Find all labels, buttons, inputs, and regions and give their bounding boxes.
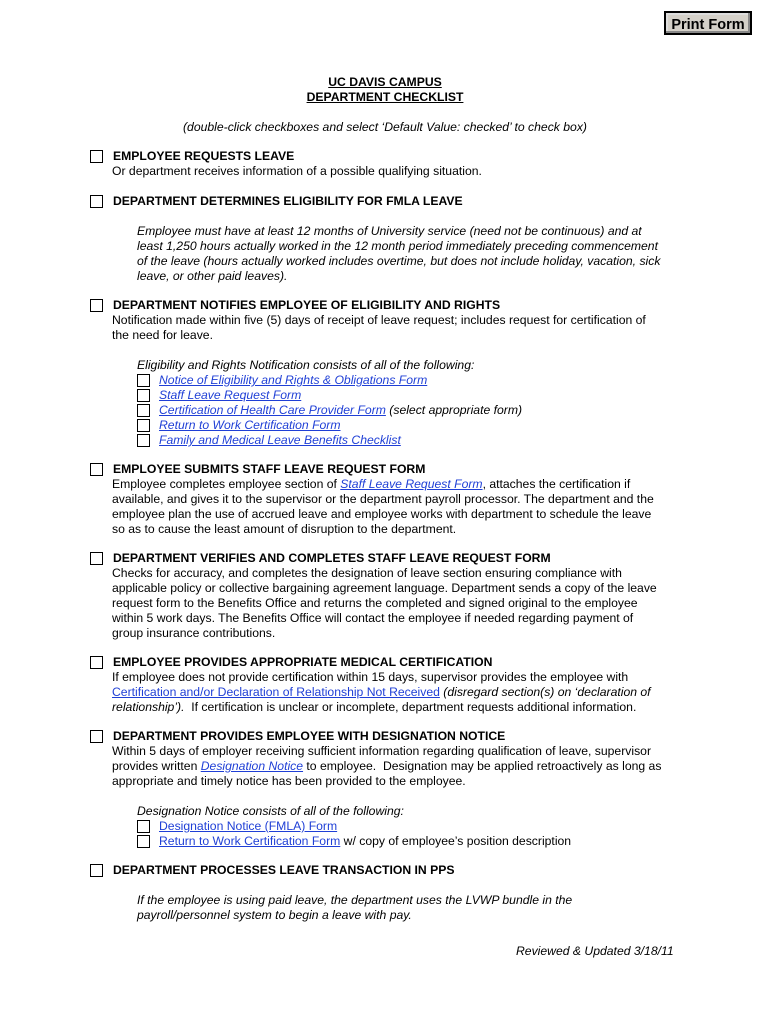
text-line: group insurance contributions. bbox=[112, 626, 276, 640]
section-body bbox=[112, 477, 690, 537]
staff-leave-request-link[interactable]: Staff Leave Request Form bbox=[340, 477, 483, 491]
text-line: of the leave (hours actually worked includes overtime, but does not include holiday, vacation, sick bbox=[137, 254, 661, 268]
form-link[interactable]: Return to Work Certification Form bbox=[159, 418, 341, 432]
form-item bbox=[137, 403, 690, 418]
form-item bbox=[137, 819, 690, 834]
section-designation-notice bbox=[90, 729, 690, 849]
checkbox-processes-transaction[interactable] bbox=[90, 864, 103, 877]
text-run: , attaches the certification if bbox=[482, 477, 631, 491]
text-line: payroll/personnel system to begin a leave with pay. bbox=[137, 908, 412, 922]
text-line: Employee must have at least 12 months of University service (need not be continuous) and at bbox=[137, 224, 642, 238]
text-line: applicable policy or collective bargaining agreement language. Department sends a copy of the leave bbox=[112, 581, 657, 595]
section-body: Or department receives information of a possible qualifying situation. bbox=[112, 164, 482, 178]
section-body bbox=[137, 893, 690, 923]
form-item bbox=[137, 373, 690, 388]
checkbox-form[interactable] bbox=[137, 419, 150, 432]
section-employee-requests-leave bbox=[90, 149, 690, 179]
text-run: If certification is unclear or incomplete, department requests additional information. bbox=[184, 700, 637, 714]
text-run: provides written bbox=[112, 759, 201, 773]
checkbox-submits-request[interactable] bbox=[90, 463, 103, 476]
print-form-button[interactable]: Print Form bbox=[664, 11, 752, 35]
text-line bbox=[112, 759, 690, 774]
text-line: so as to cause the least amount of disruption to the department. bbox=[112, 522, 457, 536]
text-line: within 5 work days. The Benefits Office will contact the employee if needed regarding payment of bbox=[112, 611, 634, 625]
checkbox-verifies-completes[interactable] bbox=[90, 552, 103, 565]
section-body bbox=[112, 744, 690, 789]
section-heading: EMPLOYEE PROVIDES APPROPRIATE MEDICAL CERTIFICATION bbox=[113, 655, 493, 669]
section-body bbox=[112, 670, 690, 715]
section-processes-transaction bbox=[90, 863, 690, 923]
text-line bbox=[112, 685, 690, 700]
section-heading: DEPARTMENT PROVIDES EMPLOYEE WITH DESIGNATION NOTICE bbox=[113, 729, 506, 743]
form-item bbox=[137, 388, 690, 403]
form-link[interactable]: Certification of Health Care Provider Form bbox=[159, 403, 386, 417]
designation-notice-link[interactable]: Designation Notice bbox=[200, 759, 304, 773]
form-suffix: w/ copy of employee’s position description bbox=[340, 834, 572, 848]
checkbox-form[interactable] bbox=[137, 389, 150, 402]
form-item bbox=[137, 418, 690, 433]
checkbox-form[interactable] bbox=[137, 434, 150, 447]
text-line: Within 5 days of employer receiving sufficient information regarding qualification of leave, supervisor bbox=[112, 744, 652, 758]
text-run: Employee completes employee section of bbox=[112, 477, 341, 491]
section-body bbox=[112, 566, 690, 641]
page-title-campus: UC DAVIS CAMPUS bbox=[328, 75, 442, 89]
forms-intro: Eligibility and Rights Notification consists of all of the following: bbox=[137, 358, 475, 372]
section-determines-eligibility bbox=[90, 194, 690, 284]
checkbox-designation-notice[interactable] bbox=[90, 730, 103, 743]
form-item bbox=[137, 433, 690, 448]
forms-intro: Designation Notice consists of all of the following: bbox=[137, 804, 404, 818]
form-link[interactable]: Return to Work Certification Form bbox=[159, 834, 341, 848]
reviewed-date: Reviewed & Updated 3/18/11 bbox=[516, 944, 674, 958]
checkbox-notifies-employee[interactable] bbox=[90, 299, 103, 312]
checkbox-determines-eligibility[interactable] bbox=[90, 195, 103, 208]
checkbox-form[interactable] bbox=[137, 374, 150, 387]
text-line: Checks for accuracy, and completes the designation of leave section ensuring compliance with bbox=[112, 566, 622, 580]
section-verifies-completes bbox=[90, 551, 690, 641]
form-link[interactable]: Designation Notice (FMLA) Form bbox=[159, 819, 338, 833]
form-item bbox=[137, 834, 690, 849]
form-link[interactable]: Notice of Eligibility and Rights & Obligations Form bbox=[159, 373, 428, 387]
checkbox-form[interactable] bbox=[137, 820, 150, 833]
designation-forms bbox=[137, 804, 690, 849]
section-heading: EMPLOYEE SUBMITS STAFF LEAVE REQUEST FORM bbox=[113, 462, 426, 476]
certification-not-received-link[interactable]: Certification and/or Declaration of Relationship Not Received bbox=[112, 685, 440, 699]
section-heading: DEPARTMENT DETERMINES ELIGIBILITY FOR FMLA LEAVE bbox=[113, 194, 463, 208]
section-heading: EMPLOYEE REQUESTS LEAVE bbox=[113, 149, 295, 163]
section-notifies-employee bbox=[90, 298, 690, 448]
form-link[interactable]: Family and Medical Leave Benefits Checklist bbox=[159, 433, 401, 447]
section-medical-certification bbox=[90, 655, 690, 715]
text-run: (disregard section(s) on ‘declaration of bbox=[439, 685, 651, 699]
checkbox-form[interactable] bbox=[137, 404, 150, 417]
text-line bbox=[112, 477, 690, 492]
text-line: Notification made within five (5) days of receipt of leave request; includes request for certification of bbox=[112, 313, 646, 327]
text-line: request form to the Benefits Office and returns the completed and signed original to the employee bbox=[112, 596, 638, 610]
text-line bbox=[112, 700, 690, 715]
text-run: to employee. Designation may be applied retroactively as long as bbox=[303, 759, 662, 773]
checkbox-form[interactable] bbox=[137, 835, 150, 848]
section-heading: DEPARTMENT NOTIFIES EMPLOYEE OF ELIGIBILITY AND RIGHTS bbox=[113, 298, 501, 312]
checkbox-employee-requests-leave[interactable] bbox=[90, 150, 103, 163]
form-suffix: (select appropriate form) bbox=[385, 403, 523, 417]
text-line: leave, or other paid leaves). bbox=[137, 269, 288, 283]
eligibility-text bbox=[137, 224, 690, 284]
text-line: employee plan the use of accrued leave and employee works with department to schedule the leave bbox=[112, 507, 652, 521]
section-heading: DEPARTMENT PROCESSES LEAVE TRANSACTION IN PPS bbox=[113, 863, 455, 877]
section-submits-request bbox=[90, 462, 690, 537]
text-line: If employee does not provide certification within 15 days, supervisor provides the employee with bbox=[112, 670, 629, 684]
page-title-checklist: DEPARTMENT CHECKLIST bbox=[306, 90, 464, 104]
form-link[interactable]: Staff Leave Request Form bbox=[159, 388, 302, 402]
text-line: available, and gives it to the supervisor or the department payroll processor. The department and the bbox=[112, 492, 654, 506]
notification-forms bbox=[137, 358, 690, 448]
text-line: least 1,250 hours actually worked in the 12 month period immediately preceding commencement bbox=[137, 239, 658, 253]
text-line: appropriate and timely notice has been provided to the employee. bbox=[112, 774, 466, 788]
text-run: relationship’). bbox=[112, 700, 185, 714]
instruction-note: (double-click checkboxes and select ‘Default Value: checked’ to check box) bbox=[183, 120, 587, 134]
section-body bbox=[112, 313, 690, 343]
section-heading: DEPARTMENT VERIFIES AND COMPLETES STAFF LEAVE REQUEST FORM bbox=[113, 551, 551, 565]
text-line: the need for leave. bbox=[112, 328, 213, 342]
text-line: If the employee is using paid leave, the department uses the LVWP bundle in the bbox=[137, 893, 573, 907]
checkbox-medical-certification[interactable] bbox=[90, 656, 103, 669]
